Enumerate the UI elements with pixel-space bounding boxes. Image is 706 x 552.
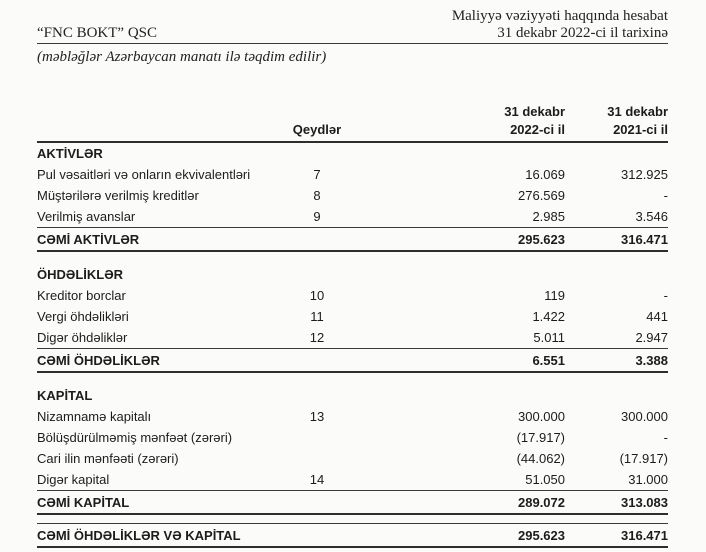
total-value-2021: 316.471 bbox=[565, 228, 668, 252]
row-label: Vergi öhdəlikləri bbox=[37, 309, 129, 324]
section-spacer bbox=[37, 251, 668, 264]
header-2021-line1: 31 dekabr bbox=[607, 104, 668, 119]
row-value-2021: 312.925 bbox=[621, 167, 668, 182]
header-2022 bbox=[347, 99, 565, 142]
section-header-assets bbox=[37, 142, 668, 164]
total-value-2022: 6.551 bbox=[347, 349, 565, 373]
table-row bbox=[37, 469, 668, 491]
total-row-assets bbox=[37, 228, 668, 252]
section-header-equity bbox=[37, 385, 668, 406]
header-notes: Qeydlər bbox=[287, 99, 347, 142]
row-note: 10 bbox=[309, 288, 325, 303]
table-header-row bbox=[37, 99, 668, 142]
total-value-2021: 3.388 bbox=[565, 349, 668, 373]
row-label: Bölüşdürülməmiş mənfəət (zərəri) bbox=[37, 430, 233, 445]
table-row bbox=[37, 448, 668, 469]
section-title: ÖHDƏLİKLƏR bbox=[37, 267, 124, 282]
row-value-2022: 119 bbox=[544, 288, 565, 303]
row-note bbox=[287, 448, 347, 469]
row-note: 12 bbox=[309, 330, 325, 345]
total-value-2021: 313.083 bbox=[565, 491, 668, 515]
table-row bbox=[37, 164, 668, 185]
table-row bbox=[37, 327, 668, 349]
row-value-2022: (44.062) bbox=[516, 451, 565, 466]
header-empty-cell bbox=[37, 99, 287, 142]
header-2021 bbox=[565, 99, 668, 142]
section-title: KAPİTAL bbox=[37, 388, 93, 403]
table-row bbox=[37, 427, 668, 448]
row-value-2022: 2.985 bbox=[532, 209, 565, 224]
grand-total-value-2021: 316.471 bbox=[565, 524, 668, 548]
report-title-line1: Maliyyə vəziyyəti haqqında hesabat bbox=[451, 8, 668, 24]
row-value-2021: 441 bbox=[646, 309, 668, 324]
row-label: Pul vəsaitləri və onların ekvivalentləri bbox=[37, 167, 251, 182]
report-title bbox=[452, 8, 668, 42]
company-name: “FNC BOKT” QSC bbox=[37, 25, 158, 41]
row-value-2022: 51.050 bbox=[525, 472, 565, 487]
row-note: 13 bbox=[309, 409, 325, 424]
row-value-2022: (17.917) bbox=[516, 430, 565, 445]
row-value-2022: 300.000 bbox=[518, 409, 565, 424]
row-label: Verilmiş avanslar bbox=[37, 209, 136, 224]
total-label: CƏMİ ÖHDƏLİKLƏR bbox=[37, 349, 287, 373]
section-header-liabilities bbox=[37, 264, 668, 285]
row-note: 7 bbox=[313, 167, 321, 182]
header-2021-line2: 2021-ci il bbox=[613, 122, 668, 137]
table-row bbox=[37, 285, 668, 306]
row-label: Cari ilin mənfəəti (zərəri) bbox=[37, 451, 179, 466]
row-label: Nizamnamə kapitalı bbox=[37, 409, 152, 424]
total-row-equity bbox=[37, 491, 668, 515]
balance-sheet-table bbox=[37, 99, 668, 548]
row-value-2021: - bbox=[663, 430, 668, 445]
table-row bbox=[37, 185, 668, 206]
row-value-2022: 5.011 bbox=[533, 330, 565, 345]
row-note: 8 bbox=[313, 188, 321, 203]
total-label: CƏMİ KAPİTAL bbox=[37, 491, 287, 515]
row-label: Müştərilərə verilmiş kreditlər bbox=[37, 188, 199, 203]
total-row-liabilities bbox=[37, 349, 668, 373]
row-label: Digər öhdəliklər bbox=[37, 330, 128, 345]
row-label: Kreditor borclar bbox=[37, 288, 126, 303]
row-value-2021: (17.917) bbox=[619, 451, 668, 466]
document-header bbox=[37, 8, 668, 44]
row-note: 14 bbox=[309, 472, 325, 487]
grand-total-row bbox=[37, 524, 668, 548]
row-note: 11 bbox=[310, 309, 324, 324]
row-value-2021: - bbox=[663, 288, 668, 303]
header-2022-line1: 31 dekabr bbox=[504, 104, 565, 119]
row-value-2022: 16.069 bbox=[525, 167, 565, 182]
row-value-2021: - bbox=[663, 188, 668, 203]
section-spacer bbox=[37, 372, 668, 385]
row-value-2021: 3.546 bbox=[635, 209, 668, 224]
total-label: CƏMİ AKTİVLƏR bbox=[37, 228, 287, 252]
grand-total-label: CƏMİ ÖHDƏLİKLƏR VƏ KAPİTAL bbox=[37, 524, 287, 548]
row-value-2021: 2.947 bbox=[635, 330, 668, 345]
row-value-2022: 1.422 bbox=[532, 309, 565, 324]
table-row bbox=[37, 306, 668, 327]
table-row bbox=[37, 206, 668, 228]
row-value-2021: 31.000 bbox=[628, 472, 668, 487]
row-label: Digər kapital bbox=[37, 472, 110, 487]
currency-note: (məbləğlər Azərbaycan manatı ilə təqdim edilir) bbox=[37, 49, 327, 65]
section-spacer bbox=[37, 514, 668, 524]
total-value-2022: 295.623 bbox=[347, 228, 565, 252]
section-title: AKTİVLƏR bbox=[37, 146, 103, 161]
table-row bbox=[37, 406, 668, 427]
grand-total-value-2022: 295.623 bbox=[347, 524, 565, 548]
total-value-2022: 289.072 bbox=[347, 491, 565, 515]
report-title-line2: 31 dekabr 2022-ci il tarixinə bbox=[497, 25, 668, 41]
row-note: 9 bbox=[313, 209, 321, 224]
row-value-2021: 300.000 bbox=[621, 409, 668, 424]
row-value-2022: 276.569 bbox=[518, 188, 565, 203]
row-note bbox=[287, 427, 347, 448]
header-2022-line2: 2022-ci il bbox=[510, 122, 565, 137]
